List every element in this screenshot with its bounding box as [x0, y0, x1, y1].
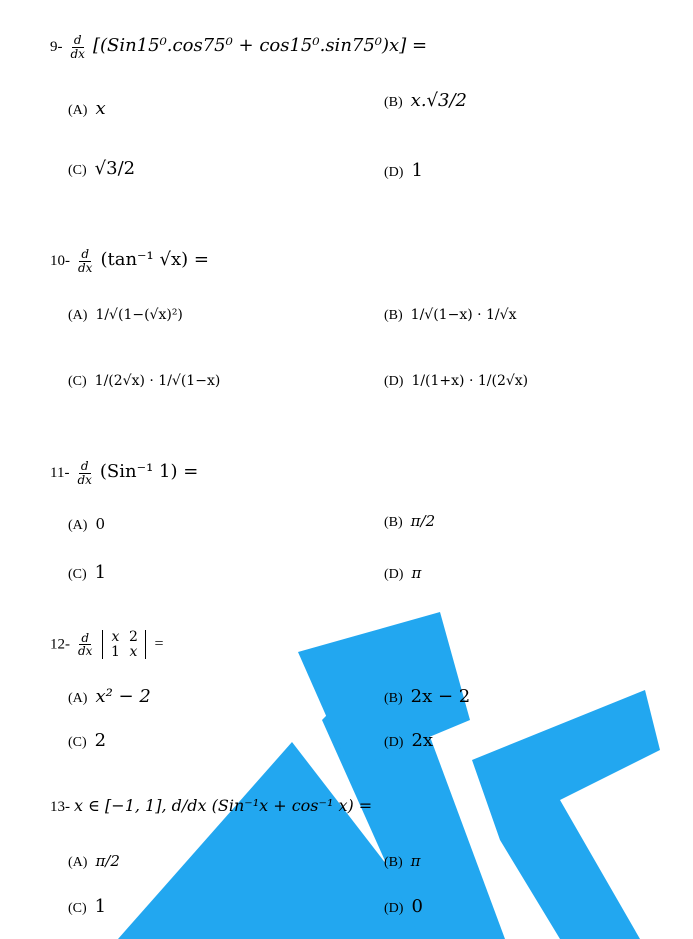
question-number: 10- — [50, 252, 70, 269]
option-13b[interactable]: (B) π — [384, 852, 421, 870]
option-13c[interactable]: (C) 1 — [68, 896, 107, 917]
option-11d[interactable]: (D) π — [384, 564, 422, 582]
option-12b[interactable]: (B) 2x − 2 — [384, 686, 471, 707]
option-13a[interactable]: (A) π/2 — [68, 852, 120, 870]
option-11b[interactable]: (B) π/2 — [384, 512, 436, 530]
determinant-matrix: x 2 1 x — [102, 630, 146, 659]
question-expression: x ∈ [−1, 1], d/dx (Sin⁻¹x + cos⁻¹ x) = — [74, 796, 373, 815]
question-11 — [50, 460, 198, 486]
question-number: 11- — [50, 464, 70, 481]
option-10c[interactable]: (C) 1/(2√x) · 1/√(1−x) — [68, 373, 221, 389]
question-expression: [(Sin15⁰.cos75⁰ + cos15⁰.sin75⁰)x] = — [92, 34, 428, 56]
option-9b[interactable]: (B) x.√3/2 — [384, 90, 467, 111]
question-10 — [50, 248, 209, 274]
question-13 — [50, 796, 372, 816]
option-9a[interactable]: (A) x — [68, 98, 106, 119]
option-13d[interactable]: (D) 0 — [384, 896, 423, 917]
option-10d[interactable]: (D) 1/(1+x) · 1/(2√x) — [384, 373, 529, 389]
derivative-operator: $\frac{d}{dx}$ — [70, 33, 85, 61]
question-number: 9- — [50, 38, 63, 55]
option-12c[interactable]: (C) 2 — [68, 730, 107, 751]
question-12: 12- $\frac{d}{dx}$ x 2 1 x = — [50, 629, 164, 660]
option-10a[interactable]: (A) 1/√(1−(√x)²) — [68, 307, 183, 323]
question-9 — [50, 34, 427, 60]
question-expression: (Sin⁻¹ 1) = — [99, 460, 199, 482]
question-number: 12- — [50, 636, 70, 653]
option-10b[interactable]: (B) 1/√(1−x) · 1/√x — [384, 307, 517, 323]
option-12d[interactable]: (D) 2x — [384, 730, 434, 751]
option-11a[interactable]: (A) 0 — [68, 515, 105, 533]
derivative-operator: $\frac{d}{dx}$ — [77, 459, 92, 487]
question-expression: (tan⁻¹ √x) = — [100, 248, 209, 270]
option-12a[interactable]: (A) x² − 2 — [68, 686, 151, 707]
derivative-operator: $\frac{d}{dx}$ — [78, 630, 93, 659]
derivative-operator: $\frac{d}{dx}$ — [78, 247, 93, 275]
question-number: 13- — [50, 799, 70, 815]
option-11c[interactable]: (C) 1 — [68, 562, 107, 583]
option-9d[interactable]: (D) 1 — [384, 160, 423, 181]
option-9c[interactable]: (C) √3/2 — [68, 158, 136, 179]
